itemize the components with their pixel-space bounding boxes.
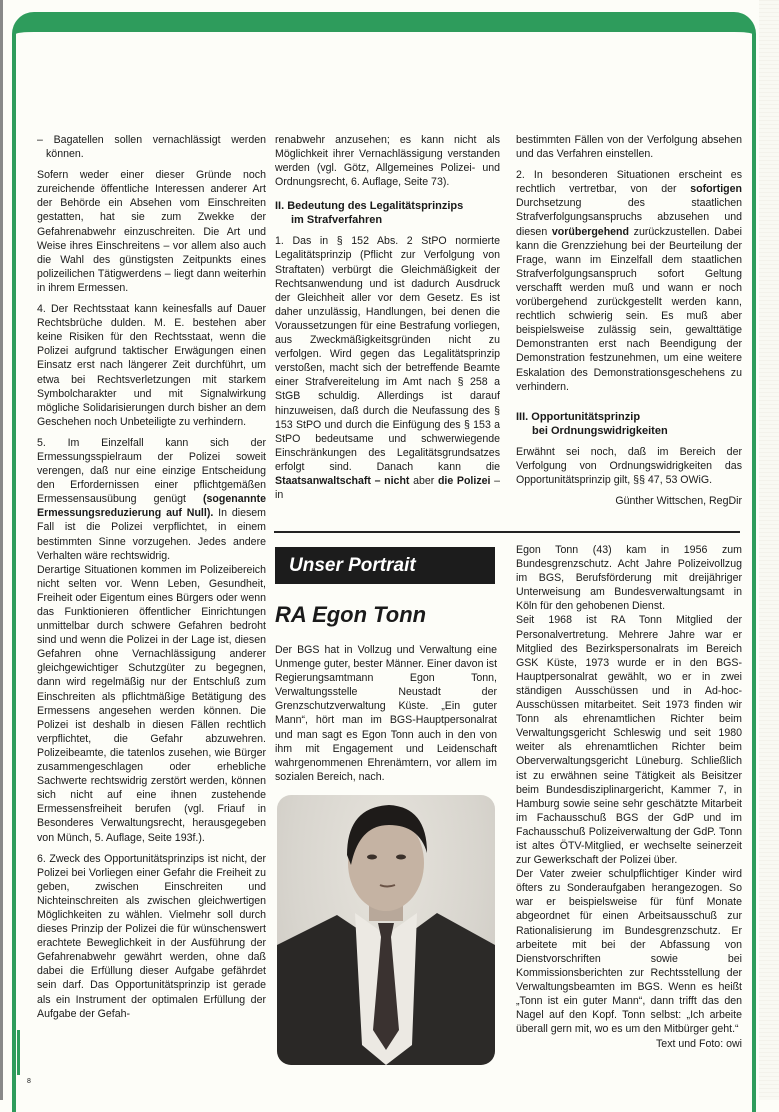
person-photo-icon (277, 795, 495, 1065)
paragraph: renabwehr anzusehen; es kann nicht als Möglichkeit ihrer Vernachlässigung verstanden werden (vgl. Götz, Allgemeines Polizei- und Ordnungsrecht, 6. Auflage, Seite 73). (275, 134, 500, 189)
section-heading-2: II. Bedeutung des Legalitätsprinzips im Strafverfahren (275, 200, 464, 227)
paragraph: 4. Der Rechtsstaat kann keinesfalls auf Dauer Rechtsbrüche dulden. M. E. bestehen aber keine Risiken für den Rechtsstaat, wenn die Polizei aufgrund taktischer Erwägungen einen Einsatz erst nach längerer Zeit durchführt, um etwa bei Rechtsverletzungen mit starkem Symbolcharakter und mit Signalwirkung mögliche Solidarisierungen durch bisher an dem Geschehen noch Unbeteiligte zu verhindern. (37, 303, 266, 428)
paragraph: Der Vater zweier schulpflichtiger Kinder wird öfters zu Sonderaufgaben herangezogen. So war er beispielsweise für fünf Monate abgeordnet für einen Arbeitsausschuß zur Rationalisierung im Bundesgrenzschutz. Er arbeitete mit bei der Abfassung von Dienstvorschriften sowie bei Kommissionsberichten zur Rechtsstellung der Verwaltungsbeamten im BGS. Wenn es heißt „Tonn ist ein guter Mann“, dann trifft das den Nagel auf den Kopf. Tonn selbst: „Ich arbeite überall gern mit, wo es um den Mitbürger geht.“ (516, 868, 742, 1036)
page-edge-texture (759, 0, 779, 1100)
portrait-biography (516, 543, 742, 1051)
section-heading-3: III. Opportunitätsprinzip bei Ordnungswidrigkeiten (516, 410, 668, 437)
paragraph: bestimmten Fällen von der Verfolgung absehen und das Verfahren einstellen. (516, 134, 742, 161)
paragraph: 5. Im Einzelfall kann sich der Ermessungsspielraum der Polizei soweit verengen, daß nur eine einzige Entscheidung den Erfordernissen einer pflichtgemäßen Ermessensausübung genügt (sogenannte Ermessungsreduzierung auf Null). In diesem Fall ist die Polizei verpflichtet, in einem bestimmten Sinne vorzugehen. Jedes andere Verhalten wäre rechtswidrig. (37, 436, 266, 562)
paragraph: 2. In besonderen Situationen erscheint es rechtlich vertretbar, von der sofortigen Durchsetzung des staatlichen Strafverfolgungsanspruchs abzusehen und diesen vorübergehend zurückzustellen. Dabei kann die Grenzziehung bei der Beurteilung der Frage, wann im Einzelfall dem staatlichen Strafverfolgungsanspruch sofort Geltung verschafft werden muß und wann er noch vorübergehend zurückgestellt werden kann, rechtlich schwierig sein. Es muß aber beispielsweise zulässig sein, gewalttätige Demonstranten erst nach Beendigung der Demonstration festzunehmen, um eine weitere Eskalation des Demonstrationsgeschehens zu verhindern. (516, 169, 742, 393)
author-signature: Günther Wittschen, RegDir (615, 494, 742, 507)
paragraph: Sofern weder einer dieser Gründe noch zureichende öffentliche Interessen anderer Art der Behörde ein Absehen vom Einschreiten gestatten, hat sie zum Zwekke der Gefahrenabwehr einzuschreiten. Die Art und Weise ihres Einschreitens – vor allem also auch die Wahl des günstigsten Zeitpunkts eines polizeilichen Tätigwerdens – liegt dann weiterhin in ihrem Ermessen. (37, 169, 266, 294)
paragraph: Derartige Situationen kommen im Polizeibereich nicht selten vor. Wenn Leben, Gesundheit, Freiheit oder Eigentum eines Bürgers oder wenn das Funktionieren öffentlicher Einrichtungen unmittelbar durch schwere Gefahren bedroht sind und wenn die Polizei in der Lage ist, diesen Gefahren ohne Vernachlässigung anderer gleichgewichtiger Schutzgüter zu begegnen, dann wird regelmäßig nur der Entschluß zum Einschreiten als pflichtmäßige Betätigung des Ermessens angesehen werden können. Die Polizei ist deshalb in diesen Fällen rechtlich verpflichtet, die Gefahr abzuwehren. Polizeibeamte, die tatenlos zusehen, wie Bürger zusammengeschlagen oder erhebliche Sachwerte rechtswidrig zerstört werden, können sich nicht auf eine ihnen zustehende Ermessensfreiheit berufen (vgl. Friauf in Besonderes Verwaltungsrecht, herausgegeben von Münch, 5. Auflage, Seite 193f.). (37, 563, 266, 844)
portrait-title: RA Egon Tonn (275, 602, 427, 627)
bold-term: (sogenannte Ermessungsreduzierung auf Null). (37, 493, 266, 520)
paragraph: – Bagatellen sollen vernachlässigt werden können. (37, 134, 266, 161)
page-spine (0, 0, 3, 1100)
green-margin-mark (17, 1030, 20, 1075)
article-column-2 (275, 133, 500, 509)
article-column-3 (516, 133, 742, 515)
section-divider (274, 531, 740, 533)
article-column-1 (37, 133, 266, 1028)
photo-credit: Text und Foto: owi (656, 1038, 742, 1051)
page-number: 8 (27, 1078, 31, 1085)
portrait-banner: Unser Portrait (275, 547, 495, 584)
portrait-photo (277, 795, 495, 1065)
paragraph: Erwähnt sei noch, daß im Bereich der Verfolgung von Ordnungswidrigkeiten das Opportunitätsprinzip gilt, §§ 47, 53 OWiG. (516, 445, 742, 486)
paragraph: Egon Tonn (43) kam in 1956 zum Bundesgrenzschutz. Acht Jahre Polizeivollzug im BGS, Berufsförderung mit dreijähriger Unterweisung am Bundesverwaltungsamt in Köln für den gehobenen Dienst. (516, 544, 742, 613)
paragraph: 6. Zweck des Opportunitätsprinzips ist nicht, der Polizei bei Vorliegen einer Gefahr die Freiheit zu geben, zwischen Einschreiten und Nichteinschreiten als zwischen gleichwertigen Möglichkeiten zu wählen. Vielmehr soll durch dieses Prinzip der Polizei die für wünschenswert erachtete Beweglichkeit in der Ausführung der Gefahrenabwehr gewährt werden, ohne daß dabei die Erfüllung dieser Aufgabe gefährdet sein darf. Das Opportunitätsprinzip ist gerade als ein Instrument der optimalen Erfüllung der Aufgabe der Gefah- (37, 852, 266, 1020)
portrait-intro: Der BGS hat in Vollzug und Verwaltung eine Unmenge guter, bester Männer. Einer davon ist Regierungsamtmann Egon Tonn, Verwaltungsstelle Neustadt der Grenzschutzverwaltung Küste. „Ein guter Mann“, hört man im BGS-Hauptpersonalrat und man sagt es Egon Tonn auch in den von ihm mit Engagement und Leidenschaft wahrgenommenen Ehrenämtern, vor allem im sozialen Bereich, nach. (275, 644, 498, 783)
paragraph: 1. Das in § 152 Abs. 2 StPO normierte Legalitätsprinzip (Pflicht zur Verfolgung von Straftaten) verbürgt die Gleichmäßigkeit der Rechtsanwendung und ist dadurch Ausdruck der Gleichheit aller vor dem Gesetz. Es ist daher unzulässig, Handlungen, bei denen die Voraussetzungen für eine Bestrafung vorliegen, aus Zweckmäßigkeitsgründen nicht zu verfolgen. Wird gegen das Legalitätsprinzip verstoßen, macht sich der betreffende Beamte einer Strafvereitelung im Amt nach § 258 a StGB schuldig. Allerdings ist darauf hinzuweisen, daß durch die Neufassung des § 153 StPO und durch die Einfügung des § 153 a StPO bedeutsame und schwerwiegende Einschränkungen des Legalitätsgrundsatzes erfolgt sind. Danach kann die Staatsanwaltschaft – nicht aber die Polizei – in (275, 235, 501, 502)
paragraph: Seit 1968 ist RA Tonn Mitglied der Personalvertretung. Mehrere Jahre war er Mitglied des Bezirkspersonalrats im Bereich GSK Küste, 1973 wurde er in den BGS-Hauptpersonalrat gewählt, wo er in zwei ständigen Ausschüssen und in Ad-hoc-Ausschüssen mitarbeitet. Seit 1973 finden wir Tonn als ehrenamtlichen Richter beim Verwaltungsgericht Schleswig und seit 1980 weiter als ehrenamtlichen Richter beim Oberverwaltungsgericht Lüneburg. Schließlich ist zu erwähnen seine Tätigkeit als Beisitzer beim Bundesdisziplinargericht, Kammer 7, in Hamburg sowie seine sehr geschätzte Mitarbeit im Fachausschuß BGS der GdP und im Fachausschuß Polizeiverwaltung der GdP. Tonn ist altes ÖTV-Mitglied, er wechselte seinerzeit zur Gewerkschaft der Polizei über. (516, 614, 742, 867)
